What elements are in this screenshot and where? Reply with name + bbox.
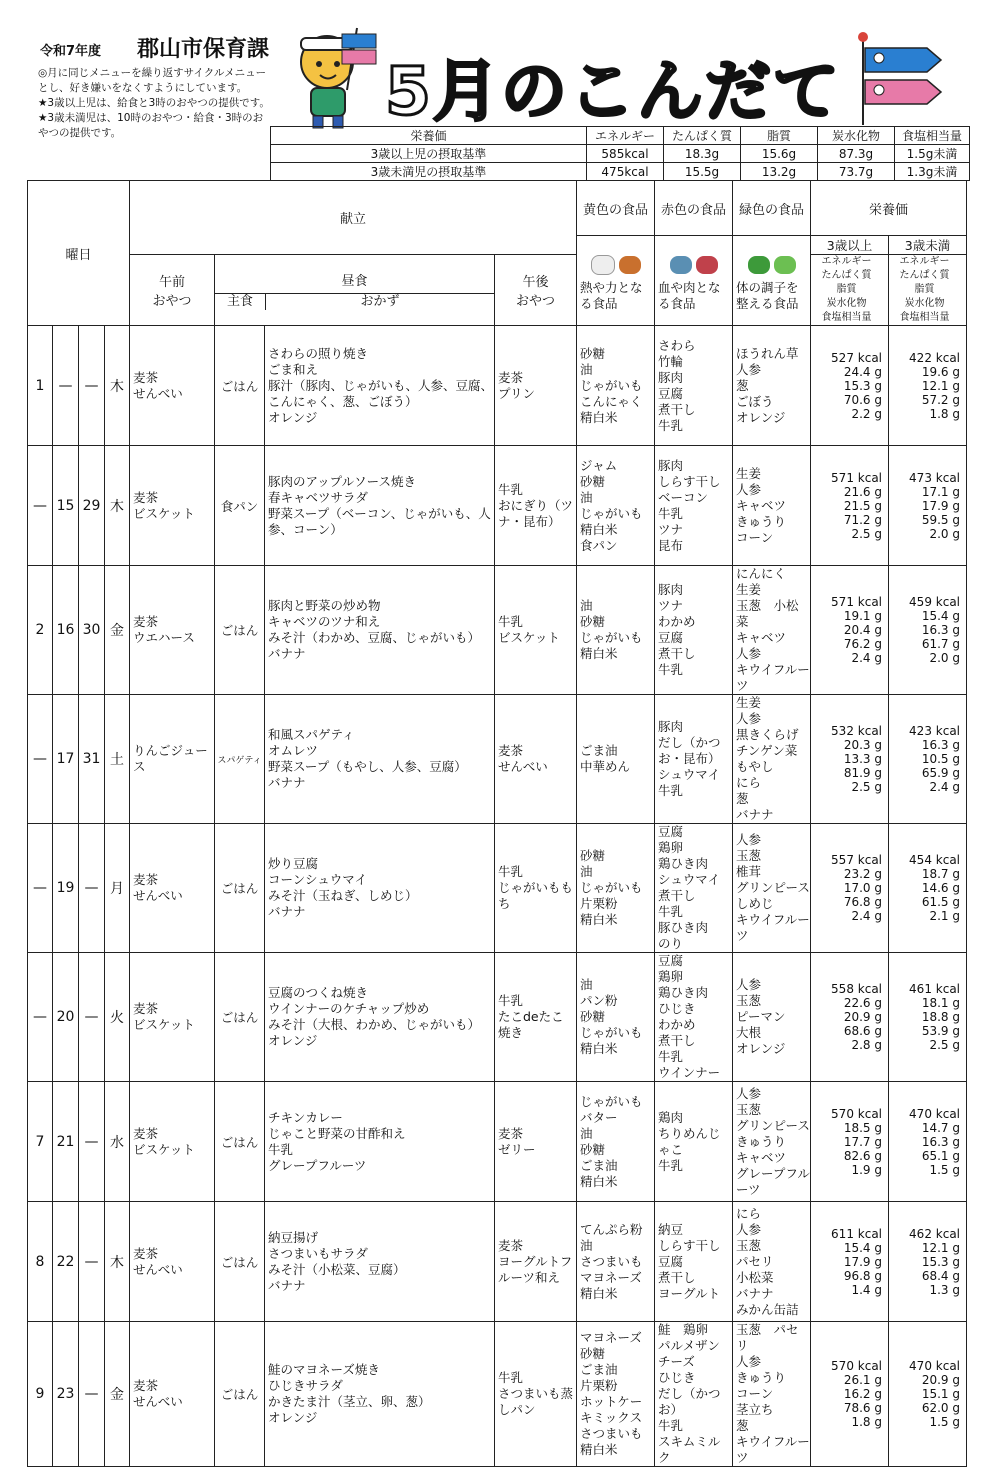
standards-row bbox=[271, 163, 970, 181]
standards-header: 脂質 bbox=[741, 127, 818, 145]
day-number-cell: 22 bbox=[53, 1202, 79, 1322]
day-number-cell: 7 bbox=[28, 1082, 53, 1202]
pm-snack-cell: 麦茶 ヨーグルトフルーツ和え bbox=[495, 1202, 577, 1322]
side-dish-cell: チキンカレー じゃこと野菜の甘酢和え 牛乳 グレープフルーツ bbox=[265, 1082, 495, 1202]
header-row bbox=[28, 255, 967, 326]
day-number-cell: — bbox=[28, 953, 53, 1082]
green-foods-cell: 人参 玉葱 ピーマン 大根 オレンジ bbox=[733, 953, 811, 1082]
yellow-foods-cell: てんぷら粉 油 さつまいも マヨネーズ 精白米 bbox=[577, 1202, 655, 1322]
standards-cell: 73.7g bbox=[818, 163, 895, 181]
day-header: 曜日 bbox=[28, 181, 130, 326]
yellow-header: 黄色の食品 bbox=[577, 181, 655, 236]
am-snack-cell: 麦茶 せんべい bbox=[130, 326, 215, 446]
nutrition-under3-cell: 461 kcal 18.1 g 18.8 g 53.9 g 2.5 g bbox=[889, 953, 967, 1082]
rice-icon bbox=[591, 255, 615, 275]
standards-cell: 585kcal bbox=[587, 145, 664, 163]
red-foods-cell: 豚肉 しらす干し ベーコン 牛乳 ツナ 昆布 bbox=[655, 446, 733, 566]
day-number-cell: 15 bbox=[53, 446, 79, 566]
red-description: 血や肉となる食品 bbox=[658, 279, 721, 311]
yellow-foods-cell: ごま油 中華めん bbox=[577, 695, 655, 824]
green-foods-cell: 生姜 人参 黒きくらげ チンゲン菜 もやし にら 葱 バナナ bbox=[733, 695, 811, 824]
red-foods-cell: 豚肉 だし（かつお・昆布） シュウマイ 牛乳 bbox=[655, 695, 733, 824]
day-number-cell: 23 bbox=[53, 1322, 79, 1467]
header-row bbox=[28, 181, 967, 236]
staple-cell: 食パン bbox=[215, 446, 265, 566]
day-number-cell: 8 bbox=[28, 1202, 53, 1322]
am-snack-cell: 麦茶 ビスケット bbox=[130, 953, 215, 1082]
pm-snack-cell: 麦茶 ゼリー bbox=[495, 1082, 577, 1202]
day-number-cell: 16 bbox=[53, 566, 79, 695]
note-2: ★3歳以上児は、給食と3時のおやつの提供です。 bbox=[38, 97, 270, 109]
am-snack-cell: 麦茶 せんべい bbox=[130, 1322, 215, 1467]
greens-icon bbox=[774, 256, 796, 274]
menu-row bbox=[28, 824, 967, 953]
green-food-cell bbox=[733, 236, 811, 326]
day-number-cell: — bbox=[28, 824, 53, 953]
nutrition-under3-cell: 470 kcal 14.7 g 16.3 g 65.1 g 1.5 g bbox=[889, 1082, 967, 1202]
standards-cell: 1.5g未満 bbox=[895, 145, 970, 163]
nutrition-header: 栄養価 bbox=[811, 181, 967, 236]
weekday-cell: 月 bbox=[105, 824, 130, 953]
day-number-cell: 2 bbox=[28, 566, 53, 695]
day-number-cell: — bbox=[79, 1322, 105, 1467]
over3-header: 3歳以上 bbox=[811, 236, 889, 255]
weekday-cell: 木 bbox=[105, 1202, 130, 1322]
nutrition-under3-cell: 459 kcal 15.4 g 16.3 g 61.7 g 2.0 g bbox=[889, 566, 967, 695]
yellow-foods-cell: 砂糖 油 じゃがいも 片栗粉 精白米 bbox=[577, 824, 655, 953]
am-snack-cell: りんごジュース bbox=[130, 695, 215, 824]
am-snack-cell: 麦茶 せんべい bbox=[130, 1202, 215, 1322]
mascot-illustration bbox=[287, 20, 382, 132]
day-number-cell: 20 bbox=[53, 953, 79, 1082]
day-number-cell: — bbox=[79, 953, 105, 1082]
nutrition-items-under3: エネルギー たんぱく質 脂質 炭水化物 食塩相当量 bbox=[889, 255, 967, 326]
standards-header: 食塩相当量 bbox=[895, 127, 970, 145]
am-snack-cell: 麦茶 ビスケット bbox=[130, 446, 215, 566]
nutrition-under3-cell: 454 kcal 18.7 g 14.6 g 61.5 g 2.1 g bbox=[889, 824, 967, 953]
day-number-cell: 1 bbox=[28, 326, 53, 446]
weekday-cell: 木 bbox=[105, 446, 130, 566]
side-dish-cell: さわらの照り焼き ごま和え 豚汁（豚肉、じゃがいも、人参、豆腐、こんにゃく、葱、ごぼう） オレンジ bbox=[265, 326, 495, 446]
note-1: ◎月に同じメニューを繰り返すサイクルメニューとし、好き嫌いをなくすようにしています。 bbox=[38, 67, 267, 94]
red-foods-cell: 鮭 鶏卵 パルメザン チーズ ひじき だし（かつお） 牛乳 スキムミルク bbox=[655, 1322, 733, 1467]
side-dish-cell: 鮭のマヨネーズ焼き ひじきサラダ かきたま汁（茎立、卵、葱） オレンジ bbox=[265, 1322, 495, 1467]
nutrition-over3-cell: 527 kcal 24.4 g 15.3 g 70.6 g 2.2 g bbox=[811, 326, 889, 446]
standards-cell: 15.5g bbox=[664, 163, 741, 181]
red-foods-cell: さわら 竹輪 豚肉 豆腐 煮干し 牛乳 bbox=[655, 326, 733, 446]
nutrition-over3-cell: 557 kcal 23.2 g 17.0 g 76.8 g 2.4 g bbox=[811, 824, 889, 953]
pm-snack-cell: 牛乳 たこdeたこ焼き bbox=[495, 953, 577, 1082]
weekday-cell: 木 bbox=[105, 326, 130, 446]
staple-cell: ごはん bbox=[215, 824, 265, 953]
menu-header: 献立 bbox=[130, 181, 577, 255]
yellow-food-cell bbox=[577, 236, 655, 326]
fiscal-year: 令和7年度 bbox=[40, 44, 102, 59]
fish-icon bbox=[670, 256, 692, 274]
nutrition-under3-cell: 423 kcal 16.3 g 10.5 g 65.9 g 2.4 g bbox=[889, 695, 967, 824]
pm-snack-cell: 牛乳 ビスケット bbox=[495, 566, 577, 695]
side-dish-cell: 納豆揚げ さつまいもサラダ みそ汁（小松菜、豆腐） バナナ bbox=[265, 1202, 495, 1322]
nutrition-over3-cell: 532 kcal 20.3 g 13.3 g 81.9 g 2.5 g bbox=[811, 695, 889, 824]
weekday-cell: 金 bbox=[105, 566, 130, 695]
standards-cell: 87.3g bbox=[818, 145, 895, 163]
staple-cell: ごはん bbox=[215, 1202, 265, 1322]
menu-row bbox=[28, 326, 967, 446]
yellow-description: 熱や力となる食品 bbox=[580, 279, 643, 311]
nutrition-over3-cell: 571 kcal 21.6 g 21.5 g 71.2 g 2.5 g bbox=[811, 446, 889, 566]
day-number-cell: — bbox=[79, 326, 105, 446]
nutrition-under3-cell: 462 kcal 12.1 g 15.3 g 68.4 g 1.3 g bbox=[889, 1202, 967, 1322]
koinobori-icon bbox=[855, 30, 945, 125]
red-foods-cell: 豚肉 ツナ わかめ 豆腐 煮干し 牛乳 bbox=[655, 566, 733, 695]
day-number-cell: — bbox=[28, 446, 53, 566]
weekday-cell: 水 bbox=[105, 1082, 130, 1202]
green-foods-cell: 生姜 人参 キャベツ きゅうり コーン bbox=[733, 446, 811, 566]
day-number-cell: 29 bbox=[79, 446, 105, 566]
pm-snack-cell: 牛乳 さつまいも蒸しパン bbox=[495, 1322, 577, 1467]
standards-header: 栄養価 bbox=[271, 127, 587, 145]
red-foods-cell: 豆腐 鶏卵 鶏ひき肉 シュウマイ 煮干し 牛乳 豚ひき肉 のり bbox=[655, 824, 733, 953]
standards-cell: 475kcal bbox=[587, 163, 664, 181]
pm-snack-header: 午後 おやつ bbox=[495, 255, 577, 326]
day-number-cell: — bbox=[53, 326, 79, 446]
meat-icon bbox=[696, 256, 718, 274]
page-title: 5月のこんだて bbox=[385, 53, 841, 130]
side-dish-cell: 豆腐のつくね焼き ウインナーのケチャップ炒め みそ汁（大根、わかめ、じゃがいも） オレンジ bbox=[265, 953, 495, 1082]
nutrition-items-over3: エネルギー たんぱく質 脂質 炭水化物 食塩相当量 bbox=[811, 255, 889, 326]
weekday-cell: 火 bbox=[105, 953, 130, 1082]
yellow-foods-cell: 油 パン粉 砂糖 じゃがいも 精白米 bbox=[577, 953, 655, 1082]
pm-snack-cell: 麦茶 プリン bbox=[495, 326, 577, 446]
standards-cell: 15.6g bbox=[741, 145, 818, 163]
green-foods-cell: 人参 玉葱 グリンピース きゅうり キャベツ グレープフルーツ bbox=[733, 1082, 811, 1202]
organization-name: 郡山市保育課 bbox=[137, 37, 270, 62]
yellow-foods-cell: ジャム 砂糖 油 じゃがいも 精白米 食パン bbox=[577, 446, 655, 566]
yellow-foods-cell: 油 砂糖 じゃがいも 精白米 bbox=[577, 566, 655, 695]
menu-row bbox=[28, 695, 967, 824]
day-number-cell: — bbox=[79, 824, 105, 953]
staple-cell: ごはん bbox=[215, 1322, 265, 1467]
notes bbox=[38, 66, 270, 141]
green-foods-cell: 玉葱 パセリ 人参 きゅうり コーン 茎立ち 葱 キウイフルーツ bbox=[733, 1322, 811, 1467]
standards-cell: 3歳以上児の摂取基準 bbox=[271, 145, 587, 163]
weekday-cell: 土 bbox=[105, 695, 130, 824]
nutrition-under3-cell: 422 kcal 19.6 g 12.1 g 57.2 g 1.8 g bbox=[889, 326, 967, 446]
standards-header: エネルギー bbox=[587, 127, 664, 145]
nutrition-over3-cell: 571 kcal 19.1 g 20.4 g 76.2 g 2.4 g bbox=[811, 566, 889, 695]
menu-row bbox=[28, 1322, 967, 1467]
menu-row bbox=[28, 953, 967, 1082]
red-foods-cell: 豆腐 鶏卵 鶏ひき肉 ひじき わかめ 煮干し 牛乳 ウインナー bbox=[655, 953, 733, 1082]
side-dish-cell: 炒り豆腐 コーンシュウマイ みそ汁（玉ねぎ、しめじ） バナナ bbox=[265, 824, 495, 953]
day-number-cell: — bbox=[79, 1082, 105, 1202]
menu-row bbox=[28, 1082, 967, 1202]
pm-snack-cell: 牛乳 じゃがいももち bbox=[495, 824, 577, 953]
nutrition-over3-cell: 570 kcal 18.5 g 17.7 g 82.6 g 1.9 g bbox=[811, 1082, 889, 1202]
day-number-cell: 19 bbox=[53, 824, 79, 953]
standards-cell: 18.3g bbox=[664, 145, 741, 163]
standards-cell: 1.3g未満 bbox=[895, 163, 970, 181]
staple-cell: ごはん bbox=[215, 953, 265, 1082]
green-foods-cell: 人参 玉葱 椎茸 グリンピース しめじ キウイフルーツ bbox=[733, 824, 811, 953]
staple-cell: ごはん bbox=[215, 326, 265, 446]
day-number-cell: 21 bbox=[53, 1082, 79, 1202]
staple-cell: ごはん bbox=[215, 566, 265, 695]
side-dish-cell: 豚肉と野菜の炒め物 キャベツのツナ和え みそ汁（わかめ、豆腐、じゃがいも） バナナ bbox=[265, 566, 495, 695]
green-foods-cell: にんにく 生姜 玉葱 小松菜 キャベツ 人参 キウイフルーツ bbox=[733, 566, 811, 695]
vegetable-icon bbox=[748, 256, 770, 274]
menu-table bbox=[27, 180, 967, 1467]
green-description: 体の調子を整える食品 bbox=[736, 279, 799, 311]
am-snack-cell: 麦茶 ビスケット bbox=[130, 1082, 215, 1202]
day-number-cell: — bbox=[28, 695, 53, 824]
green-foods-cell: ほうれん草 人参 葱 ごぼう オレンジ bbox=[733, 326, 811, 446]
day-number-cell: 9 bbox=[28, 1322, 53, 1467]
standards-cell: 3歳未満児の摂取基準 bbox=[271, 163, 587, 181]
menu-row bbox=[28, 566, 967, 695]
menu-row bbox=[28, 1202, 967, 1322]
red-foods-cell: 鶏肉 ちりめんじゃこ 牛乳 bbox=[655, 1082, 733, 1202]
nutrition-over3-cell: 611 kcal 15.4 g 17.9 g 96.8 g 1.4 g bbox=[811, 1202, 889, 1322]
green-header: 緑色の食品 bbox=[733, 181, 811, 236]
yellow-foods-cell: じゃがいも バター 油 砂糖 ごま油 精白米 bbox=[577, 1082, 655, 1202]
am-snack-cell: 麦茶 ウエハース bbox=[130, 566, 215, 695]
yellow-foods-cell: 砂糖 油 じゃがいも こんにゃく 精白米 bbox=[577, 326, 655, 446]
red-food-cell bbox=[655, 236, 733, 326]
standards-row bbox=[271, 145, 970, 163]
side-dish-cell: 豚肉のアップルソース焼き 春キャベツサラダ 野菜スープ（ベーコン、じゃがいも、人参、コーン） bbox=[265, 446, 495, 566]
weekday-cell: 金 bbox=[105, 1322, 130, 1467]
side-label: おかず bbox=[360, 293, 400, 309]
menu-row bbox=[28, 446, 967, 566]
am-snack-header: 午前 おやつ bbox=[130, 255, 215, 326]
day-number-cell: 30 bbox=[79, 566, 105, 695]
day-number-cell: — bbox=[79, 1202, 105, 1322]
under3-header: 3歳未満 bbox=[889, 236, 967, 255]
staple-cell: スパゲティ bbox=[215, 695, 265, 824]
pm-snack-cell: 牛乳 おにぎり（ツナ・昆布） bbox=[495, 446, 577, 566]
note-3: ★3歳未満児は、10時のおやつ・給食・3時のおやつの提供です。 bbox=[38, 112, 264, 139]
standards-header-row bbox=[271, 127, 970, 145]
pm-snack-cell: 麦茶 せんべい bbox=[495, 695, 577, 824]
green-foods-cell: にら 人参 玉葱 パセリ 小松菜 バナナ みかん缶詰 bbox=[733, 1202, 811, 1322]
nutrition-under3-cell: 473 kcal 17.1 g 17.9 g 59.5 g 2.0 g bbox=[889, 446, 967, 566]
nutrition-over3-cell: 570 kcal 26.1 g 16.2 g 78.6 g 1.8 g bbox=[811, 1322, 889, 1467]
nutrition-standards-table bbox=[270, 126, 970, 181]
red-foods-cell: 納豆 しらす干し 豆腐 煮干し ヨーグルト bbox=[655, 1202, 733, 1322]
staple-cell: ごはん bbox=[215, 1082, 265, 1202]
staple-label: 主食 bbox=[215, 294, 266, 310]
am-snack-cell: 麦茶 せんべい bbox=[130, 824, 215, 953]
day-number-cell: 17 bbox=[53, 695, 79, 824]
lunch-label: 昼食 bbox=[215, 271, 494, 294]
standards-cell: 13.2g bbox=[741, 163, 818, 181]
red-header: 赤色の食品 bbox=[655, 181, 733, 236]
standards-header: たんぱく質 bbox=[664, 127, 741, 145]
side-dish-cell: 和風スパゲティ オムレツ 野菜スープ（もやし、人参、豆腐） バナナ bbox=[265, 695, 495, 824]
day-number-cell: 31 bbox=[79, 695, 105, 824]
standards-header: 炭水化物 bbox=[818, 127, 895, 145]
bread-icon bbox=[619, 256, 641, 274]
nutrition-over3-cell: 558 kcal 22.6 g 20.9 g 68.6 g 2.8 g bbox=[811, 953, 889, 1082]
nutrition-under3-cell: 470 kcal 20.9 g 15.1 g 62.0 g 1.5 g bbox=[889, 1322, 967, 1467]
yellow-foods-cell: マヨネーズ 砂糖 ごま油 片栗粉 ホットケーキミックス さつまいも 精白米 bbox=[577, 1322, 655, 1467]
lunch-header bbox=[215, 255, 495, 326]
